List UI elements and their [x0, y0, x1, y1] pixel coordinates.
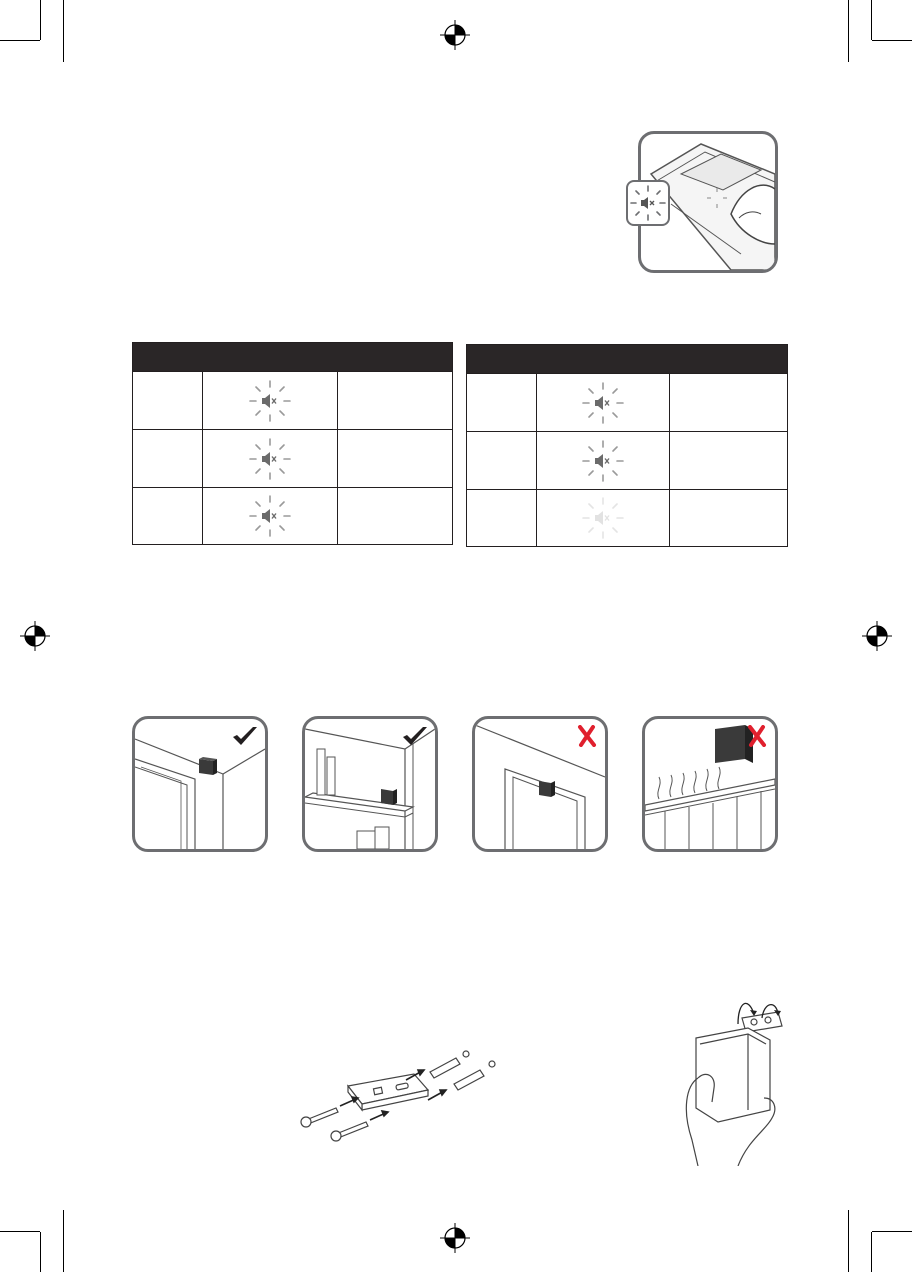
placement-ceiling-corner	[132, 716, 268, 852]
mute-speaker-blink-icon	[246, 435, 294, 483]
registration-mark-left	[20, 621, 50, 651]
table-cell	[338, 488, 452, 544]
table-row	[467, 373, 787, 431]
table-cell	[467, 490, 537, 546]
mute-speaker-faded-icon	[579, 494, 627, 542]
table-cell	[133, 430, 203, 487]
table-row	[133, 429, 452, 487]
hand-mount-device-icon	[678, 990, 788, 1166]
table-row	[467, 489, 787, 546]
table-cell	[670, 432, 787, 489]
table-cell-icon	[537, 490, 670, 546]
table-cell-icon	[537, 432, 670, 489]
table-cell	[338, 430, 452, 487]
check-mark-icon	[401, 725, 429, 747]
table-header	[133, 343, 452, 371]
cross-mark-icon	[577, 725, 597, 747]
table-cell	[338, 372, 452, 429]
table-cell-icon	[203, 372, 338, 429]
table-cell-icon	[537, 374, 670, 431]
table-cell	[133, 372, 203, 429]
table-header	[467, 345, 787, 373]
mute-speaker-blink-icon	[628, 182, 668, 224]
placement-above-door	[472, 716, 608, 852]
table-cell	[670, 374, 787, 431]
mute-speaker-blink-icon	[579, 437, 627, 485]
table-row	[133, 487, 452, 544]
registration-mark-bottom	[440, 1223, 470, 1253]
table-cell-icon	[203, 430, 338, 487]
table-cell	[467, 374, 537, 431]
table-cell-icon	[203, 488, 338, 544]
placement-above-radiator	[642, 716, 778, 852]
indicator-table-right	[466, 344, 788, 547]
wall-bracket-screws-icon	[296, 1046, 510, 1142]
table-cell	[670, 490, 787, 546]
check-mark-icon	[231, 725, 259, 747]
table-cell	[133, 488, 203, 544]
table-cell	[467, 432, 537, 489]
table-row	[467, 431, 787, 489]
cross-mark-icon	[747, 725, 767, 747]
mute-icon-callout	[626, 180, 670, 226]
registration-mark-right	[862, 621, 892, 651]
mute-speaker-blink-icon	[579, 379, 627, 427]
registration-mark-top	[440, 20, 470, 50]
mute-speaker-blink-icon	[246, 492, 294, 540]
mute-speaker-blink-icon	[246, 377, 294, 425]
table-row	[133, 371, 452, 429]
placement-bookshelf	[302, 716, 438, 852]
indicator-table-left	[132, 342, 453, 545]
